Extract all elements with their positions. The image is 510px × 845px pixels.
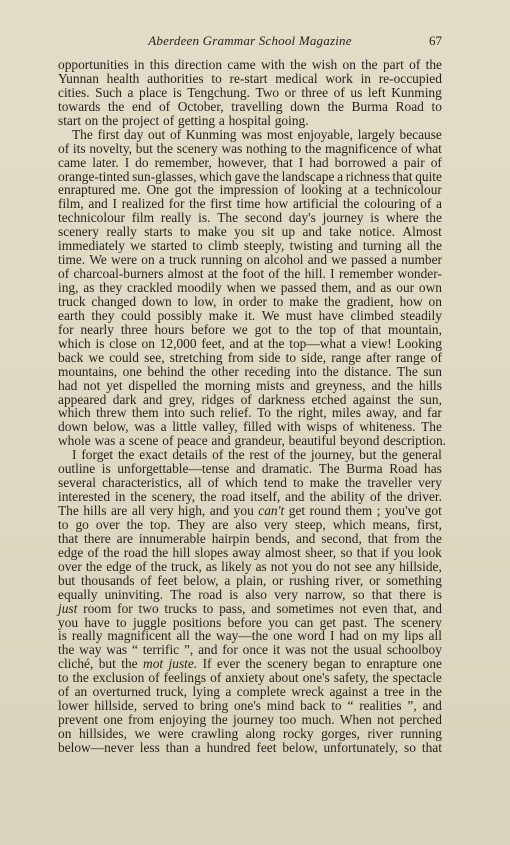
text-line: technicolour film really is. The second day's journey is where the — [58, 210, 442, 226]
text-line: The first day out of Kunming was most enjoyable, largely because — [72, 126, 442, 142]
text-line: film, and I realized for the first time how artificial the colouring of a — [58, 196, 442, 212]
text-line: The hills are all very high, and you can't get round them ; you've got — [58, 503, 442, 518]
text-line: just room for two trucks to pass, and sometimes not even that, and — [58, 600, 442, 616]
text-line: had not yet dispelled the morning mists and greyness, and the hills — [58, 377, 442, 393]
text-line: time. We were on a truck running on alcohol and we passed a number — [58, 252, 442, 268]
paragraph — [58, 126, 447, 449]
text-line: scenery really starts to make you sit up and take notice. Almost — [58, 224, 442, 240]
paragraph — [58, 448, 442, 755]
text-line: lower hillside, served to bring one's mind back to “ realities ”, and — [58, 698, 442, 714]
text-line: back we could see, stretching from side to side, range after range of — [58, 349, 442, 365]
text-line: earth they could possibly make it. We must have climbed steadily — [58, 307, 442, 323]
text-line: truck changed down to low, in order to make the gradient, how on — [58, 293, 442, 309]
text-line: over the edge of the truck, as likely as not you do not see any hillside, — [58, 558, 442, 574]
text-line: outline is unforgettable—tense and dramatic. The Burma Road has — [58, 461, 442, 477]
text-line: on hillsides, we were crawling along rocky gorges, river running — [58, 726, 442, 741]
text-line: start on the project of getting a hospital going. — [58, 112, 309, 128]
text-line: Yunnan health authorities to re-start medical work in re-occupied — [58, 70, 442, 86]
text-line: below—never less than a hundred feet below, unfortunately, so that — [58, 739, 442, 755]
text-line: which threw them into such relief. To the right, miles away, and far — [58, 405, 442, 421]
text-line: towards the end of October, travelling down the Burma Road to — [58, 98, 442, 114]
text-line: for nearly three hours before we got to the top of that mountain, — [58, 321, 442, 337]
text-line: orange-tinted sun-glasses, which gave the landscape a richness that quite — [58, 168, 442, 184]
text-line: cities. Such a place is Tengchung. Two or three of us left Kunming — [58, 84, 442, 100]
article-body — [58, 57, 447, 755]
text-line: which is close on 12,000 feet, and at the top—what a view! Looking — [58, 335, 442, 351]
paragraph — [58, 58, 442, 128]
text-line: down below, was a little valley, filled with wisps of whiteness. The — [58, 419, 442, 435]
text-line: I forget the exact details of the rest of the journey, but the general — [72, 447, 442, 463]
text-line: of its novelty, but the scenery was nothing to the magnificence of what — [58, 140, 442, 156]
text-line: opportunities in this direction came with the wish on the part of the — [58, 57, 442, 72]
running-title: Aberdeen Grammar School Magazine — [148, 33, 352, 48]
text-line: equally uninviting. The road is also very narrow, so that there is — [58, 586, 442, 602]
page-number: 67 — [429, 33, 442, 48]
text-line: mountains, one behind the other receding into the distance. The sun — [58, 363, 442, 379]
text-line: came later. I do remember, however, that I had borrowed a pair of — [58, 154, 442, 170]
text-line: to the exclusion of feelings of anxiety about one's safety, the spectacle — [58, 670, 442, 686]
text-line: of charcoal-burners almost at the foot of the hill. I remember wonder- — [58, 266, 442, 282]
text-line: cliché, but the mot juste. If ever the scenery began to enrapture one — [58, 656, 442, 672]
text-line: several characteristics, all of which tend to make the traveller very — [58, 475, 442, 491]
text-line: the way was “ terrific ”, and for once it was not the usual schoolboy — [58, 642, 442, 658]
text-line: that there are innumerable hairpin bends, and second, that from the — [58, 530, 442, 546]
text-line: you have to juggle positions before you can get past. The scenery — [58, 614, 442, 630]
text-line: enraptured me. One got the impression of looking at a technicolour — [58, 182, 442, 198]
text-line: of an overturned truck, lying a complete wreck against a tree in the — [58, 684, 442, 700]
text-line: whole was a scene of peace and grandeur, beautiful beyond description. — [58, 433, 447, 449]
text-line: edge of the road the hill slopes away almost sheer, so that if you look — [58, 544, 442, 560]
text-line: appeared dark and grey, ridges of darkness etched against the sun, — [58, 391, 442, 407]
text-line: is really magnificent all the way—the one word I had on my lips all — [58, 628, 442, 644]
text-line: immediately we started to climb steeply, twisting and turning all the — [58, 238, 442, 254]
text-line: to go over the top. They are also very steep, which means, first, — [58, 516, 442, 532]
page-header — [58, 33, 442, 51]
text-line: prevent one from enjoying the journey too much. When not perched — [58, 712, 442, 728]
text-line: but thousands of feet below, a plain, or rushing river, or something — [58, 572, 442, 588]
text-line: interested in the scenery, the road itself, and the ability of the driver. — [58, 489, 442, 505]
text-line: ing, as they crackled moodily when we passed them, and as our own — [58, 280, 442, 295]
